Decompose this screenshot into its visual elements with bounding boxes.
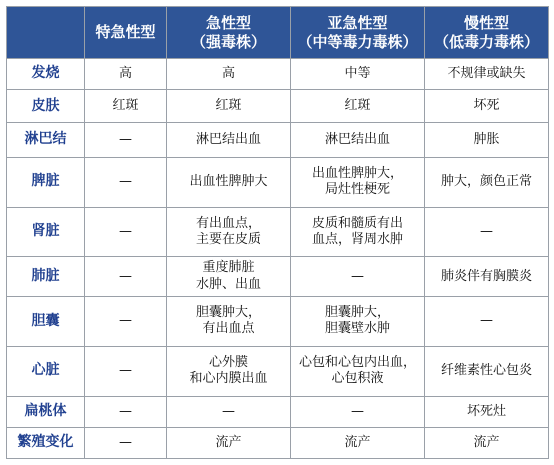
table-cell: 纤维素性心包炎 xyxy=(425,346,549,396)
row-label: 扁桃体 xyxy=(7,396,85,427)
table-cell: 有出血点， 主要在皮质 xyxy=(167,207,291,257)
table-cell: — xyxy=(425,207,549,257)
table-row-heart xyxy=(7,346,549,396)
header-corner-cell xyxy=(7,7,85,59)
table-cell: 皮质和髓质有出 血点，肾周水肿 xyxy=(291,207,425,257)
table-cell: — xyxy=(85,207,167,257)
table-cell: 心包和心包内出血， 心包积液 xyxy=(291,346,425,396)
table-cell: 肺炎伴有胸膜炎 xyxy=(425,257,549,296)
header-chronic: 慢性型 （低毒力毒株） xyxy=(425,7,549,59)
table-row-fever xyxy=(7,59,549,90)
row-label: 胆囊 xyxy=(7,296,85,346)
row-label: 脾脏 xyxy=(7,157,85,207)
table-cell: 红斑 xyxy=(167,90,291,123)
table-cell: — xyxy=(85,296,167,346)
header-peracute: 特急性型 xyxy=(85,7,167,59)
table-cell: — xyxy=(291,257,425,296)
table-cell: — xyxy=(85,257,167,296)
comparison-table xyxy=(6,6,549,459)
table-cell: 肿大，颜色正常 xyxy=(425,157,549,207)
table-cell: 流产 xyxy=(167,427,291,458)
table-cell: 出血性脾肿大 xyxy=(167,157,291,207)
table-cell: — xyxy=(425,296,549,346)
table-cell: — xyxy=(167,396,291,427)
table-cell: 坏死灶 xyxy=(425,396,549,427)
row-label: 心脏 xyxy=(7,346,85,396)
table-cell: 肿胀 xyxy=(425,123,549,157)
row-label: 肾脏 xyxy=(7,207,85,257)
table-cell: 胆囊肿大， 有出血点 xyxy=(167,296,291,346)
table-cell: — xyxy=(85,157,167,207)
header-subacute: 亚急性型 （中等毒力毒株） xyxy=(291,7,425,59)
table-row-skin xyxy=(7,90,549,123)
table-cell: — xyxy=(85,346,167,396)
table-row-reproductive-changes xyxy=(7,427,549,458)
row-label: 繁殖变化 xyxy=(7,427,85,458)
table-cell: — xyxy=(291,396,425,427)
row-label: 发烧 xyxy=(7,59,85,90)
table-cell: 不规律或缺失 xyxy=(425,59,549,90)
table-cell: 高 xyxy=(167,59,291,90)
table-cell: 淋巴结出血 xyxy=(291,123,425,157)
table-cell: 心外膜 和心内膜出血 xyxy=(167,346,291,396)
table-cell: 流产 xyxy=(291,427,425,458)
table-cell: — xyxy=(85,427,167,458)
table-row-spleen xyxy=(7,157,549,207)
table-cell: — xyxy=(85,396,167,427)
table-cell: 高 xyxy=(85,59,167,90)
table-row-tonsil xyxy=(7,396,549,427)
table-cell: 流产 xyxy=(425,427,549,458)
table-cell: — xyxy=(85,123,167,157)
row-label: 皮肤 xyxy=(7,90,85,123)
table-cell: 红斑 xyxy=(85,90,167,123)
header-row xyxy=(7,7,549,59)
row-label: 淋巴结 xyxy=(7,123,85,157)
table-cell: 红斑 xyxy=(291,90,425,123)
table-row-gallbladder xyxy=(7,296,549,346)
table-cell: 坏死 xyxy=(425,90,549,123)
table-row-lymph-node xyxy=(7,123,549,157)
header-acute: 急性型 （强毒株） xyxy=(167,7,291,59)
table-row-lung xyxy=(7,257,549,296)
table-row-kidney xyxy=(7,207,549,257)
table-cell: 重度肺脏 水肿、出血 xyxy=(167,257,291,296)
row-label: 肺脏 xyxy=(7,257,85,296)
table-cell: 淋巴结出血 xyxy=(167,123,291,157)
table-cell: 胆囊肿大， 胆囊壁水肿 xyxy=(291,296,425,346)
table-cell: 中等 xyxy=(291,59,425,90)
table-cell: 出血性脾肿大， 局灶性梗死 xyxy=(291,157,425,207)
